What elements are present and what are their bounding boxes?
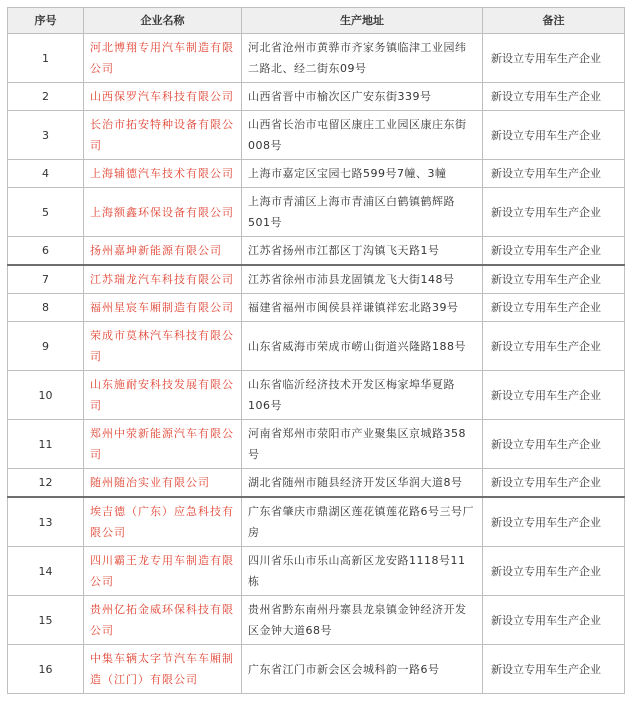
table-header-row (8, 8, 625, 34)
company-name: 山西保罗汽车科技有限公司 (84, 83, 242, 111)
company-name: 福州星宸车厢制造有限公司 (84, 294, 242, 322)
table-row (8, 237, 625, 266)
row-note: 新设立专用车生产企业 (483, 160, 625, 188)
company-name: 郑州中荥新能源汽车有限公司 (84, 420, 242, 469)
table-row (8, 34, 625, 83)
production-address: 山西省长治市屯留区康庄工业园区康庄东街008号 (242, 111, 483, 160)
row-note: 新设立专用车生产企业 (483, 34, 625, 83)
row-note: 新设立专用车生产企业 (483, 237, 625, 266)
row-index: 4 (8, 160, 84, 188)
table-row (8, 371, 625, 420)
row-index: 14 (8, 547, 84, 596)
production-address: 上海市嘉定区宝园七路599号7幢、3幢 (242, 160, 483, 188)
row-index: 8 (8, 294, 84, 322)
company-name: 荣成市莫林汽车科技有限公司 (84, 322, 242, 371)
row-note: 新设立专用车生产企业 (483, 265, 625, 294)
row-index: 2 (8, 83, 84, 111)
row-note: 新设立专用车生产企业 (483, 83, 625, 111)
production-address: 上海市青浦区上海市青浦区白鹤镇鹤辉路501号 (242, 188, 483, 237)
row-index: 3 (8, 111, 84, 160)
table-row (8, 265, 625, 294)
production-address: 广东省肇庆市鼎湖区莲花镇莲花路6号三号厂房 (242, 497, 483, 547)
row-index: 9 (8, 322, 84, 371)
production-address: 山西省晋中市榆次区广安东街339号 (242, 83, 483, 111)
row-note: 新设立专用车生产企业 (483, 497, 625, 547)
row-index: 15 (8, 596, 84, 645)
table-row (8, 111, 625, 160)
production-address: 福建省福州市闽侯县祥谦镇祥宏北路39号 (242, 294, 483, 322)
row-note: 新设立专用车生产企业 (483, 188, 625, 237)
company-name: 山东施耐安科技发展有限公司 (84, 371, 242, 420)
row-note: 新设立专用车生产企业 (483, 371, 625, 420)
company-name: 河北博翔专用汽车制造有限公司 (84, 34, 242, 83)
production-address: 江苏省扬州市江都区丁沟镇飞天路1号 (242, 237, 483, 266)
table-row (8, 322, 625, 371)
company-name: 贵州亿拓金威环保科技有限公司 (84, 596, 242, 645)
header-name: 企业名称 (84, 8, 242, 34)
row-note: 新设立专用车生产企业 (483, 547, 625, 596)
row-note: 新设立专用车生产企业 (483, 469, 625, 498)
row-note: 新设立专用车生产企业 (483, 596, 625, 645)
row-note: 新设立专用车生产企业 (483, 111, 625, 160)
row-index: 12 (8, 469, 84, 498)
production-address: 湖北省随州市随县经济开发区华润大道8号 (242, 469, 483, 498)
company-name: 中集车辆太字节汽车车厢制造（江门）有限公司 (84, 645, 242, 694)
production-address: 广东省江门市新会区会城科韵一路6号 (242, 645, 483, 694)
header-address: 生产地址 (242, 8, 483, 34)
row-index: 16 (8, 645, 84, 694)
table-row (8, 294, 625, 322)
table-row (8, 420, 625, 469)
production-address: 河北省沧州市黄骅市齐家务镇临津工业园纬二路北、经二街东09号 (242, 34, 483, 83)
row-index: 10 (8, 371, 84, 420)
company-name: 随州随冶实业有限公司 (84, 469, 242, 498)
production-address: 山东省威海市荣成市崂山街道兴隆路188号 (242, 322, 483, 371)
header-note: 备注 (483, 8, 625, 34)
table-row (8, 547, 625, 596)
company-name: 上海额鑫环保设备有限公司 (84, 188, 242, 237)
company-name: 四川霸王龙专用车制造有限公司 (84, 547, 242, 596)
table-row (8, 596, 625, 645)
table-row (8, 497, 625, 547)
table-row (8, 469, 625, 498)
row-note: 新设立专用车生产企业 (483, 645, 625, 694)
row-note: 新设立专用车生产企业 (483, 322, 625, 371)
row-index: 11 (8, 420, 84, 469)
enterprise-table (7, 7, 625, 694)
row-note: 新设立专用车生产企业 (483, 294, 625, 322)
row-index: 13 (8, 497, 84, 547)
production-address: 河南省郑州市荥阳市产业聚集区京城路358号 (242, 420, 483, 469)
table-row (8, 160, 625, 188)
company-name: 江苏瑞龙汽车科技有限公司 (84, 265, 242, 294)
header-index: 序号 (8, 8, 84, 34)
company-name: 埃吉德（广东）应急科技有限公司 (84, 497, 242, 547)
row-index: 1 (8, 34, 84, 83)
table-row (8, 645, 625, 694)
production-address: 江苏省徐州市沛县龙固镇龙飞大街148号 (242, 265, 483, 294)
production-address: 四川省乐山市乐山高新区龙安路1118号11栋 (242, 547, 483, 596)
production-address: 山东省临沂经济技术开发区梅家埠华夏路106号 (242, 371, 483, 420)
row-index: 5 (8, 188, 84, 237)
company-name: 长治市拓安特种设备有限公司 (84, 111, 242, 160)
company-name: 扬州嘉坤新能源有限公司 (84, 237, 242, 266)
company-name: 上海辅德汽车技术有限公司 (84, 160, 242, 188)
row-note: 新设立专用车生产企业 (483, 420, 625, 469)
production-address: 贵州省黔东南州丹寨县龙泉镇金钟经济开发区金钟大道68号 (242, 596, 483, 645)
table-row (8, 188, 625, 237)
row-index: 7 (8, 265, 84, 294)
table-row (8, 83, 625, 111)
row-index: 6 (8, 237, 84, 266)
